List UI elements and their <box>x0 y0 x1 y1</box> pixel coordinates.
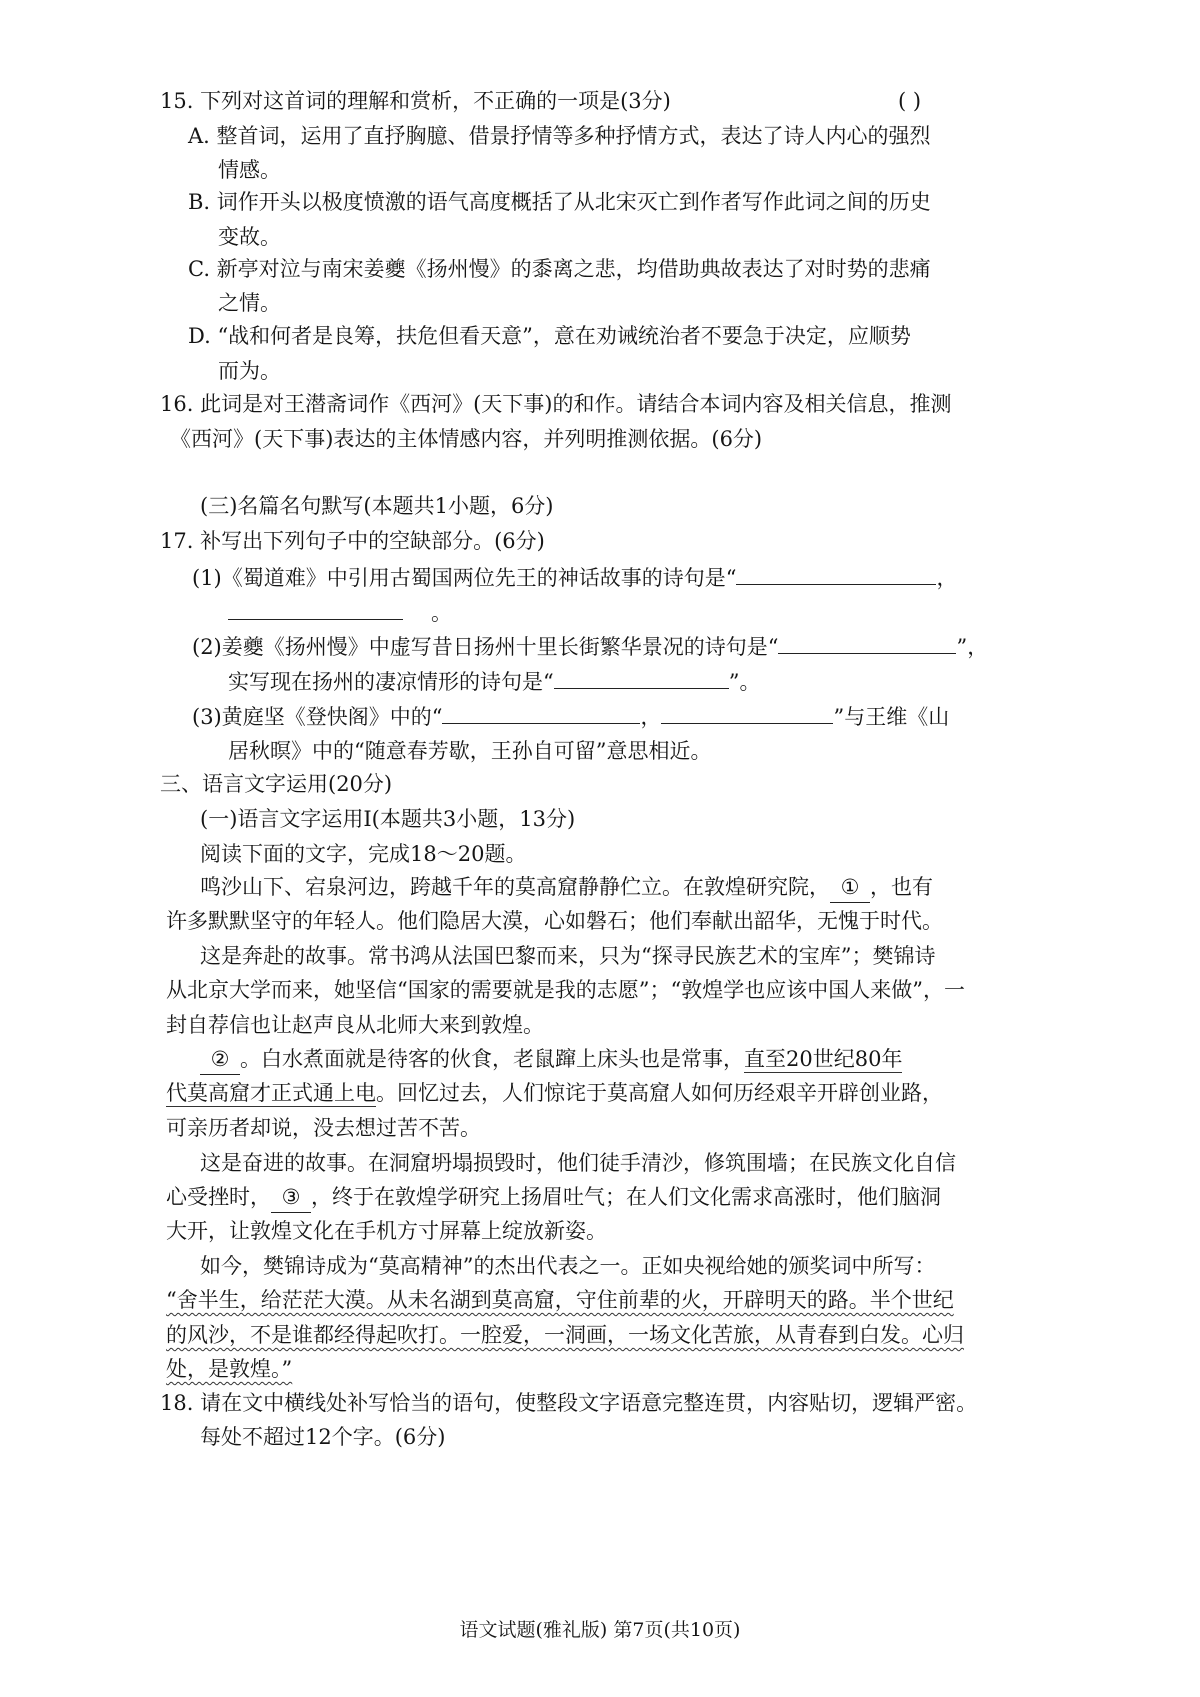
q17-item-3-cont: 居秋暝》中的“随意春芳歇，王孙自可留”意思相近。 <box>228 739 712 763</box>
passage-p1-line2: 许多默默坚守的年轻人。他们隐居大漠，心如磐石；他们奉献出韶华，无愧于时代。 <box>166 909 943 933</box>
q15-option-c: C. 新亭对泣与南宋姜夔《扬州慢》的黍离之悲，均借助典故表达了对时势的悲痛 <box>188 257 931 281</box>
passage-p4-line2: 心受挫时， ③ ，终于在敦煌学研究上扬眉吐气；在人们文化需求高涨时，他们脑洞 <box>166 1182 941 1213</box>
answer-paren: ( ) <box>898 89 922 113</box>
passage-p4-line3: 大开，让敦煌文化在手机方寸屏幕上绽放新姿。 <box>166 1219 607 1243</box>
q17-item-3: (3)黄庭坚《登快阁》中的“ ， ”与王维《山 <box>192 701 949 732</box>
q17-item-2-cont: 实写现在扬州的凄凉情形的诗句是“ ”。 <box>228 666 761 697</box>
passage-p5-line4: 处，是敦煌。” <box>166 1357 293 1381</box>
q15-option-d-cont: 而为。 <box>218 359 281 383</box>
part-heading-3: 三、语言文字运用(20分) <box>160 772 393 796</box>
passage-p2-line2: 从北京大学而来，她坚信“国家的需要就是我的志愿”；“敦煌学也应该中国人来做”，一 <box>166 978 965 1002</box>
answer-blank[interactable] <box>661 701 833 724</box>
passage-p3-line3: 可亲历者却说，没去想过苦不苦。 <box>166 1116 481 1140</box>
reading-instruction: 阅读下面的文字，完成18～20题。 <box>200 842 527 866</box>
answer-blank[interactable] <box>442 701 640 724</box>
passage-p5-line3: 的风沙，不是谁都经得起吹打。一腔爱，一洞画，一场文化苦旅，从青春到白发。心归 <box>166 1323 964 1347</box>
answer-blank[interactable] <box>228 597 403 620</box>
q15-option-b-cont: 变故。 <box>218 225 281 249</box>
blank-marker-2[interactable]: ② <box>200 1044 240 1075</box>
passage-p4-line1: 这是奋进的故事。在洞窟坍塌损毁时，他们徒手清沙，修筑围墙；在民族文化自信 <box>200 1151 956 1175</box>
q17-item-1: (1)《蜀道难》中引用古蜀国两位先王的神话故事的诗句是“ ， <box>192 562 957 593</box>
passage-p2-line3: 封自荐信也让赵声良从北师大来到敦煌。 <box>166 1013 544 1037</box>
q15-option-d: D. “战和何者是良筹，扶危但看天意”，意在劝诫统治者不要急于决定，应顺势 <box>188 324 911 348</box>
passage-p5-line1: 如今，樊锦诗成为“莫高精神”的杰出代表之一。正如央视给她的颁奖词中所写： <box>200 1254 936 1278</box>
q15-stem: 15. 下列对这首词的理解和赏析，不正确的一项是(3分) <box>160 89 671 113</box>
answer-blank[interactable] <box>554 666 729 689</box>
q15-option-c-cont: 之情。 <box>218 291 281 315</box>
q18-line-1: 18. 请在文中横线处补写恰当的语句，使整段文字语意完整连贯，内容贴切，逻辑严密。 <box>160 1391 978 1415</box>
q18-line-2: 每处不超过12个字。(6分) <box>200 1425 446 1449</box>
q15-option-b: B. 词作开头以极度愤激的语气高度概括了从北宋灭亡到作者写作此词之间的历史 <box>188 190 931 214</box>
q15-option-a-cont: 情感。 <box>218 158 281 182</box>
q17-item-1-cont: 。 <box>228 597 452 628</box>
blank-marker-1[interactable]: ① <box>830 872 870 903</box>
q15-option-a: A. 整首词，运用了直抒胸臆、借景抒情等多种抒情方式，表达了诗人内心的强烈 <box>188 124 931 148</box>
answer-blank[interactable] <box>736 562 936 585</box>
q17-stem: 17. 补写出下列句子中的空缺部分。(6分) <box>160 529 545 553</box>
passage-p3-line2: 代莫高窟才正式通上电。回忆过去，人们惊诧于莫高窟人如何历经艰辛开辟创业路， <box>166 1081 943 1105</box>
answer-blank[interactable] <box>778 631 956 654</box>
subsection-heading: (一)语言文字运用Ⅰ(本题共3小题，13分) <box>200 807 576 831</box>
q16-line-2: 《西河》(天下事)表达的主体情感内容，并列明推测依据。(6分) <box>170 427 763 451</box>
page-footer: 语文试题(雅礼版) 第7页(共10页) <box>459 1619 741 1641</box>
q17-item-2: (2)姜夔《扬州慢》中虚写昔日扬州十里长街繁华景况的诗句是“ ”， <box>192 631 988 662</box>
passage-p2-line1: 这是奔赴的故事。常书鸿从法国巴黎而来，只为“探寻民族艺术的宝库”；樊锦诗 <box>200 944 936 968</box>
q16-line-1: 16. 此词是对王潜斋词作《西河》(天下事)的和作。请结合本词内容及相关信息，推测 <box>160 392 952 416</box>
passage-p5-line2: “舍半生，给茫茫大漠。从未名湖到莫高窟，守住前辈的火，开辟明天的路。半个世纪 <box>166 1288 954 1312</box>
passage-p1-line1: 鸣沙山下、宕泉河边，跨越千年的莫高窟静静伫立。在敦煌研究院， ① ，也有 <box>200 872 933 903</box>
passage-p3-line1: ② 。白水煮面就是待客的伙食，老鼠蹿上床头也是常事，直至20世纪80年 <box>200 1044 902 1075</box>
section-heading-3: (三)名篇名句默写(本题共1小题，6分) <box>200 494 554 518</box>
blank-marker-3[interactable]: ③ <box>271 1182 311 1213</box>
